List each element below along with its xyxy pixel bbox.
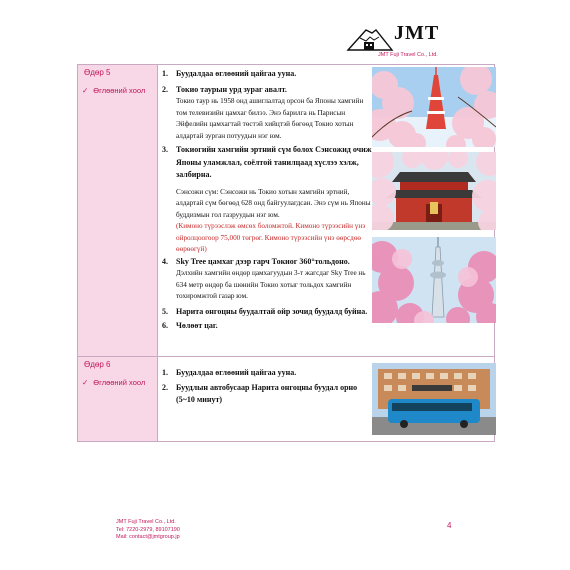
logo-text: JMT: [394, 22, 440, 44]
footer-tel: Tel: 7220-2979, 89107190: [116, 526, 180, 533]
itinerary-table: [77, 64, 495, 442]
day-label: Өдөр 5: [84, 68, 111, 77]
day-6-row: [78, 357, 494, 441]
footer-mail: Mail: contact@jmtgroup.jp: [116, 534, 180, 540]
list-item: 3. Токиогийн хамгийн эртний сүм болох Сэнсожид очиж Японы уламжлал, соёлтой танилцаад хүслээ хэлж, залбирна.: [162, 145, 372, 179]
list-item: 6. Чөлөөт цаг.: [162, 321, 218, 330]
sensoji-description: Сэнсожи сүм: Сэнсожи нь Токио хотын хамгийн эртний, алдартай сүм бөгөөд 628 онд байгуулагдсан. Энэ сүм нь Японы буддизмын гол газруудын нэг юм.: [176, 187, 371, 219]
skytree-description: Дэлхийн хамгийн өндөр цамхагуудын 3-т жагсдаг Sky Tree нь 634 метр өндөр ба шөнийн Токио хотыг тольдох хамгийн тохиромжтой газар юм.: [176, 269, 366, 300]
list-item: 1. Буудалдаа өглөөний цайгаа ууна.: [162, 69, 297, 78]
meal-label: ✓ Өглөөний хоол: [82, 378, 146, 387]
list-item: 5. Нарита онгоцны буудалтай ойр зочид буудалд буйна.: [162, 306, 368, 316]
kimono-note: (Кимоно түрээслэж өмсөх боломжтой. Кимоно түрээсийн үнэ ойролцоогоор 75,000 төгрөг. Кимоно түрээсийн үнэ өөрсдөө өөрөөгүй): [176, 222, 366, 253]
day-5-itinerary: [162, 68, 372, 333]
shuttle-bus-photo: [372, 363, 496, 435]
day-5-row: [78, 65, 494, 357]
meal-label: ✓ Өглөөний хоол: [82, 86, 146, 95]
day-5-cell: [78, 65, 158, 356]
list-item: 2. Буудлын автобусаар Нарита онгоцны буудал орно (5~10 минут): [162, 382, 358, 404]
checkmark-icon: ✓: [82, 86, 89, 95]
page-number: 4: [447, 521, 452, 530]
list-item: 1. Буудалдаа өглөөний цайгаа ууна.: [162, 368, 297, 377]
footer-company: JMT Fuji Travel Co., Ltd.: [116, 519, 176, 525]
sky-tree-photo: [372, 237, 496, 323]
checkmark-icon: ✓: [82, 378, 89, 387]
tower-description: Токио таур нь 1958 онд ашиглалтад орсон ба Японы хамгийн том телевизийн цамхаг билээ. Энэ барилга нь Парисын Эйфелийн цамхагтай төстэй хийцтэй бөгөөд Токио хотын алдартай зурган потуудын нэг юм.: [176, 97, 364, 140]
tokyo-tower-photo: [372, 67, 496, 147]
list-item: 4. Sky Tree цамхаг дээр гарч Токиог 360°тольдоно.: [162, 256, 350, 266]
footer-contact: [116, 519, 180, 542]
list-item: 2. Токио таурын урд зураг авалт.: [162, 84, 287, 94]
day-6-cell: [78, 357, 158, 441]
sensoji-temple-photo: [372, 152, 496, 230]
day-label: Өдөр 6: [84, 360, 111, 369]
day-6-itinerary: [162, 367, 372, 407]
company-name: JMT Fuji Travel Co., Ltd.: [378, 52, 438, 58]
